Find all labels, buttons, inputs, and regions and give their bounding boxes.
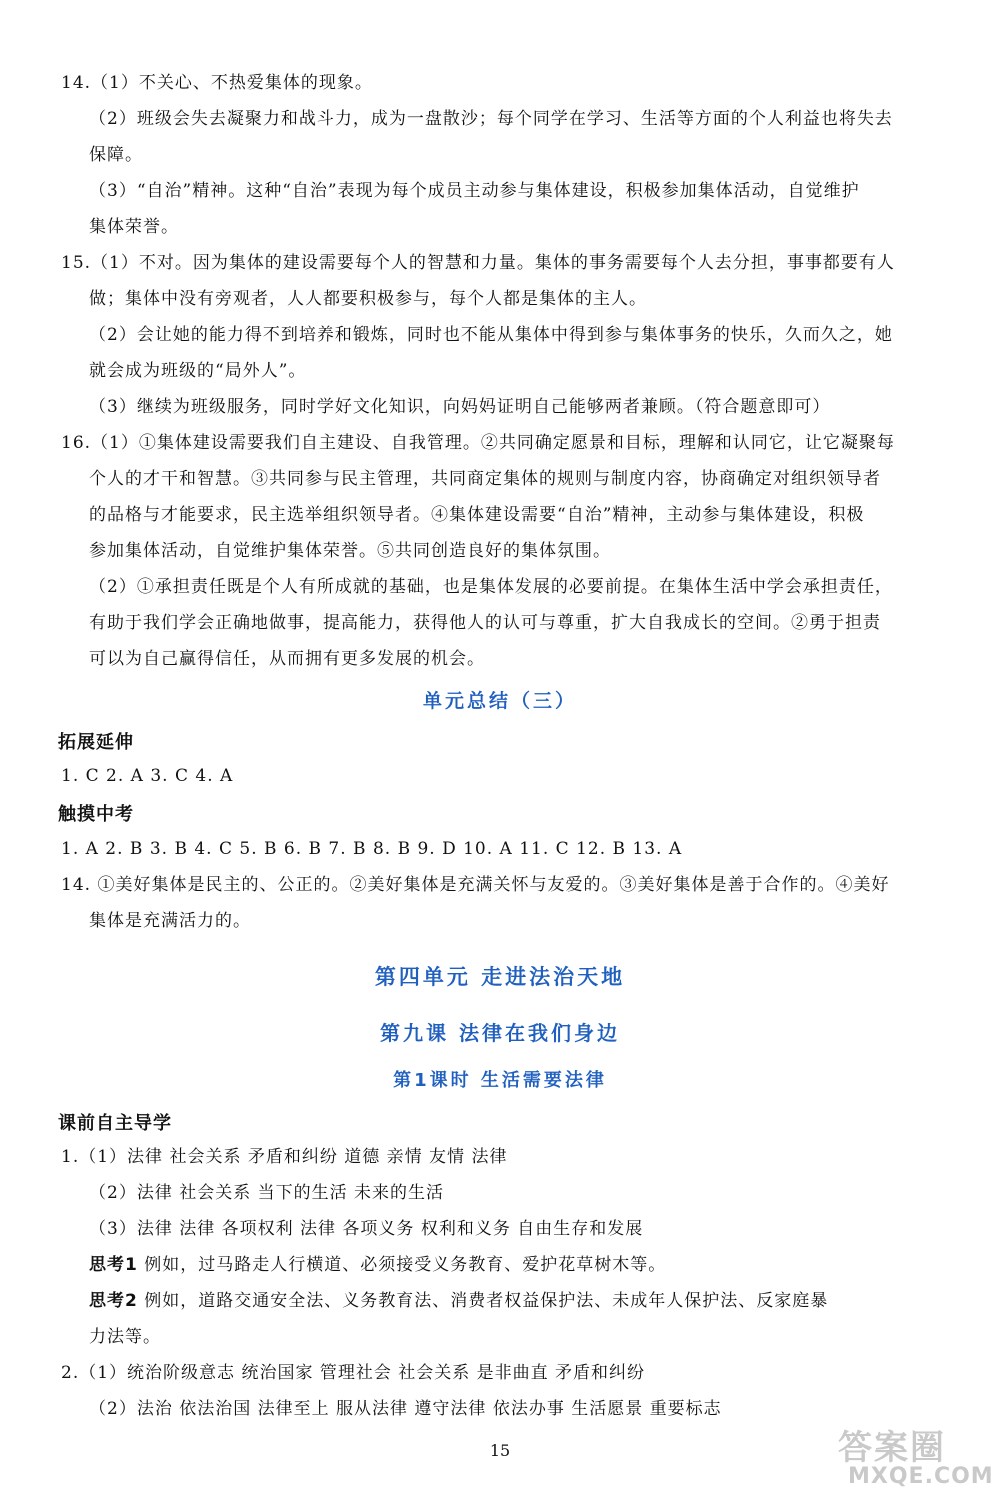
answer-line: 可以为自己赢得信任，从而拥有更多发展的机会。 (89, 649, 485, 669)
answer-line: 14. ①美好集体是民主的、公正的。②美好集体是充满关怀与友爱的。③美好集体是善于合作的。④美好 (61, 875, 890, 895)
answer-line: （3）继续为班级服务，同时学好文化知识，向妈妈证明自己能够两者兼顾。（符合题意即可） (89, 397, 831, 417)
answer-line: 15.（1）不对。因为集体的建设需要每个人的智慧和力量。集体的事务需要每个人去分担，事事都要有人 (61, 253, 895, 273)
answer-line: 14.（1）不关心、不热爱集体的现象。 (61, 73, 373, 93)
page-number: 15 (489, 1441, 511, 1460)
think-line (89, 1289, 1000, 1313)
answer-line: 力法等。 (89, 1327, 161, 1347)
lesson-title: 第九课 法律在我们身边 (380, 1021, 620, 1045)
watermark (838, 1420, 998, 1502)
answer-line: 保障。 (89, 145, 143, 165)
exam-answers: 1. A 2. B 3. B 4. C 5. B 6. B 7. B 8. B 9. D 10. A 11. C 12. B 13. A (61, 839, 683, 859)
unit-summary-heading: 单元总结（三） (422, 690, 577, 712)
answer-line: 就会成为班级的“局外人”。 (89, 361, 307, 381)
unit-title: 第四单元 走进法治天地 (374, 965, 626, 989)
section-heading-exam: 触摸中考 (58, 804, 134, 825)
answer-line: 2.（1）统治阶级意志 统治国家 管理社会 社会关系 是非曲直 矛盾和纠纷 (61, 1363, 646, 1383)
answer-line: 个人的才干和智慧。③共同参与民主管理，共同商定集体的规则与制度内容，协商确定对组织领导者 (89, 469, 881, 489)
answer-line: （2）①承担责任既是个人有所成就的基础，也是集体发展的必要前提。在集体生活中学会承担责任， (89, 577, 893, 597)
answer-line: （3）“自治”精神。这种“自治”表现为每个成员主动参与集体建设，积极参加集体活动，自觉维护 (89, 181, 860, 201)
watermark-url: MXQE.COM (848, 1464, 994, 1489)
section-heading-preview: 课前自主导学 (58, 1113, 172, 1134)
think-text: 例如，过马路走人行横道、必须接受义务教育、爱护花草树木等。 (144, 1255, 667, 1275)
answer-line: （2）会让她的能力得不到培养和锻炼，同时也不能从集体中得到参与集体事务的快乐，久而久之，她 (89, 325, 893, 345)
answer-line: 集体是充满活力的。 (89, 911, 251, 931)
answer-line: 做；集体中没有旁观者，人人都要积极参与，每个人都是集体的主人。 (89, 289, 647, 309)
answer-line: 1.（1）法律 社会关系 矛盾和纠纷 道德 亲情 友情 法律 (61, 1147, 508, 1167)
answer-line: 16.（1）①集体建设需要我们自主建设、自我管理。②共同确定愿景和目标，理解和认同它，让它凝聚每 (61, 433, 895, 453)
answer-line: （2）法治 依法治国 法律至上 服从法律 遵守法律 依法办事 生活愿景 重要标志 (89, 1399, 722, 1419)
think-label: 思考2 (89, 1291, 138, 1311)
think-line (89, 1253, 1000, 1277)
answer-line: （3）法律 法律 各项权利 法律 各项义务 权利和义务 自由生存和发展 (89, 1219, 644, 1239)
answer-line: 参加集体活动，自觉维护集体荣誉。⑤共同创造良好的集体氛围。 (89, 541, 611, 561)
answer-line: （2）法律 社会关系 当下的生活 未来的生活 (89, 1183, 445, 1203)
answer-line: 集体荣誉。 (89, 217, 179, 237)
period-title: 第1课时 生活需要法律 (393, 1070, 607, 1091)
answer-line: 的品格与才能要求，民主选举组织领导者。④集体建设需要“自治”精神，主动参与集体建设，积极 (89, 505, 865, 525)
watermark-logo: 答案圈 (838, 1428, 946, 1468)
section-heading-extend: 拓展延伸 (58, 732, 134, 753)
think-label: 思考1 (89, 1255, 138, 1275)
think-text: 例如，道路交通安全法、义务教育法、消费者权益保护法、未成年人保护法、反家庭暴 (144, 1291, 829, 1311)
answer-line: 有助于我们学会正确地做事，提高能力，获得他人的认可与尊重，扩大自我成长的空间。②勇于担责 (89, 613, 881, 633)
extend-answers: 1. C 2. A 3. C 4. A (61, 766, 234, 786)
answer-line: （2）班级会失去凝聚力和战斗力，成为一盘散沙；每个同学在学习、生活等方面的个人利益也将失去 (89, 109, 893, 129)
